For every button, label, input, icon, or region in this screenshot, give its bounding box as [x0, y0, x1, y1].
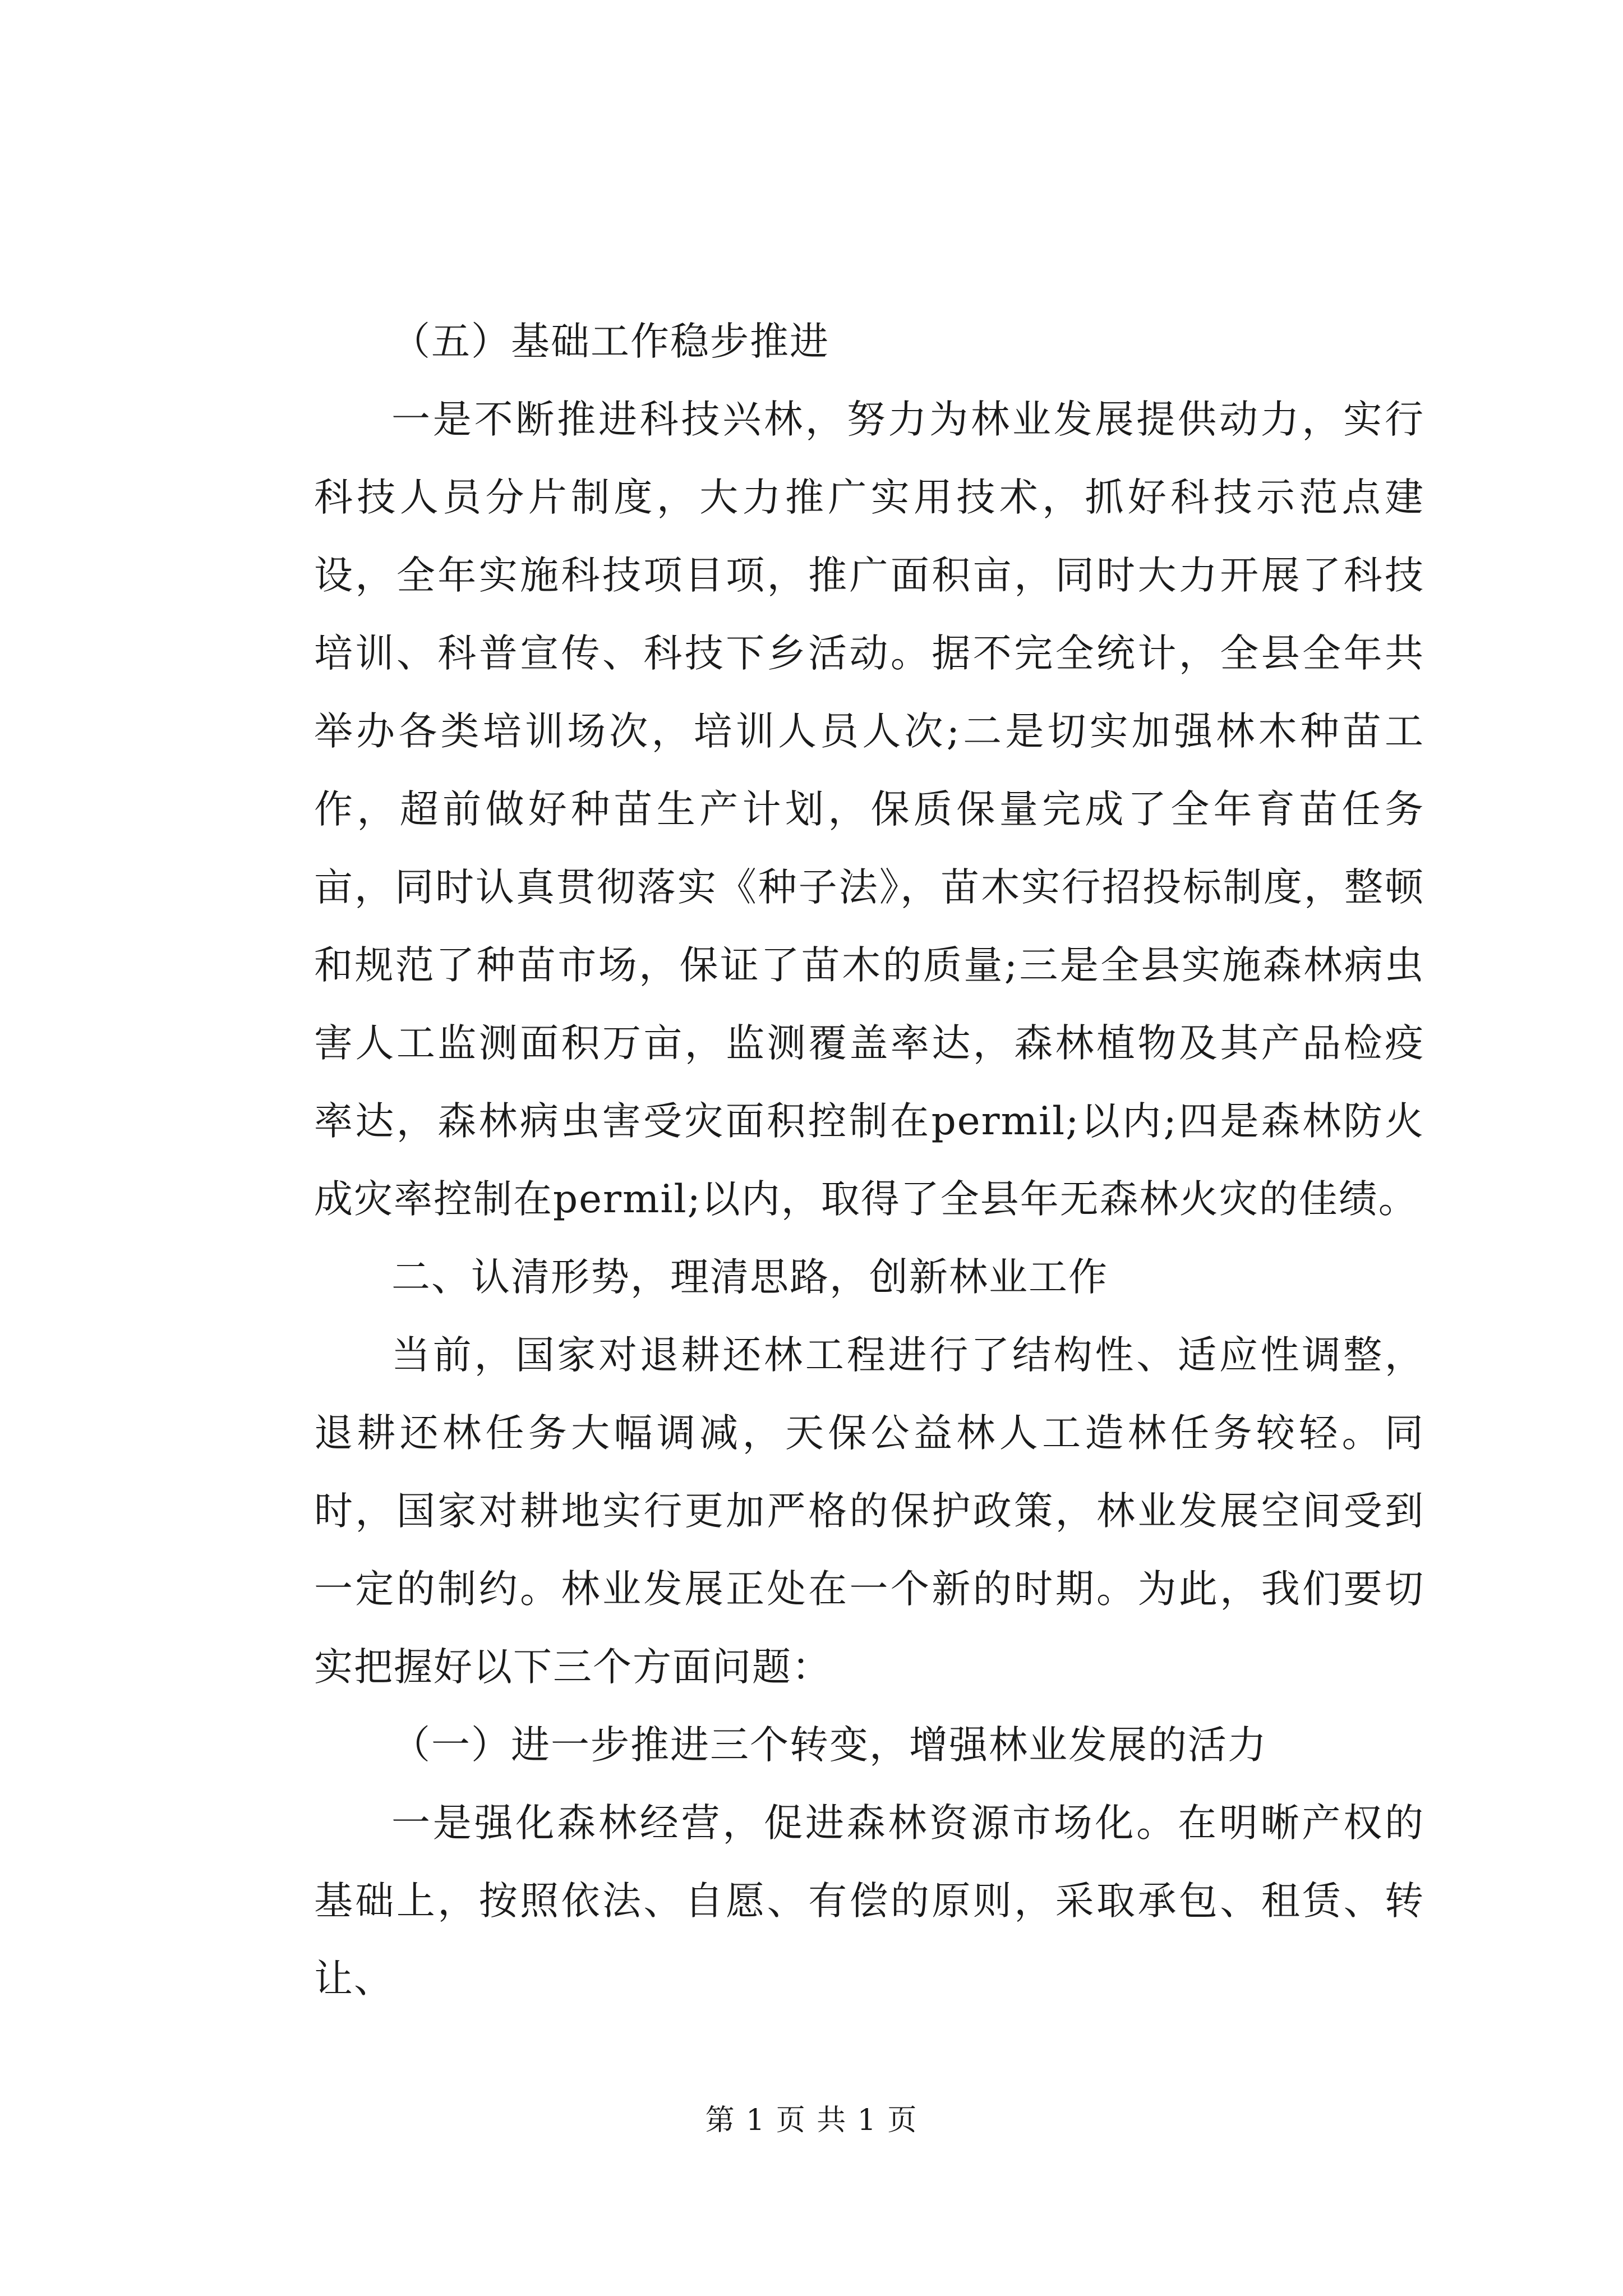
- document-body: [314, 303, 1424, 2018]
- section-heading-situation: 二、认清形势，理清思路，创新林业工作: [391, 1255, 1108, 1300]
- paragraph-tech-forestry: 一是不断推进科技兴林，努力为林业发展提供动力，实行科技人员分片制度，大力推广实用技术，抓好科技示范点建设，全年实施科技项目项，推广面积亩，同时大力开展了科技培训、科普宣传、科技下乡活动。据不完全统计，全县全年共举办各类培训场次，培训人员人次;二是切实加强林木种苗工作，超前做好种苗生产计划，保质保量完成了全年育苗任务亩，同时认真贯彻落实《种子法》，苗木实行招投标制度，整顿和规范了种苗市场，保证了苗木的质量;三是全县实施森林病虫害人工监测面积万亩，监测覆盖率达，森林植物及其产品检疫率达，森林病虫害受灾面积控制在permil;以内;四是森林防火成灾率控制在permil;以内，取得了全县年无森林火灾的佳绩。: [314, 397, 1424, 1222]
- section-heading-three-transitions: （一）进一步推进三个转变，增强林业发展的活力: [391, 1723, 1267, 1768]
- page-footer: 第 1 页 共 1 页: [705, 2104, 918, 2137]
- section-heading-basic-work: （五）基础工作稳步推进: [391, 319, 829, 364]
- paragraph-current-policy: 当前，国家对退耕还林工程进行了结构性、适应性调整，退耕还林任务大幅调减，天保公益林人工造林任务较轻。同时，国家对耕地实行更加严格的保护政策，林业发展空间受到一定的制约。林业发展正处在一个新的时期。为此，我们要切实把握好以下三个方面问题：: [314, 1333, 1424, 1690]
- paragraph-forest-management: 一是强化森林经营，促进森林资源市场化。在明晰产权的基础上，按照依法、自愿、有偿的原则，采取承包、租赁、转让、: [314, 1801, 1424, 2001]
